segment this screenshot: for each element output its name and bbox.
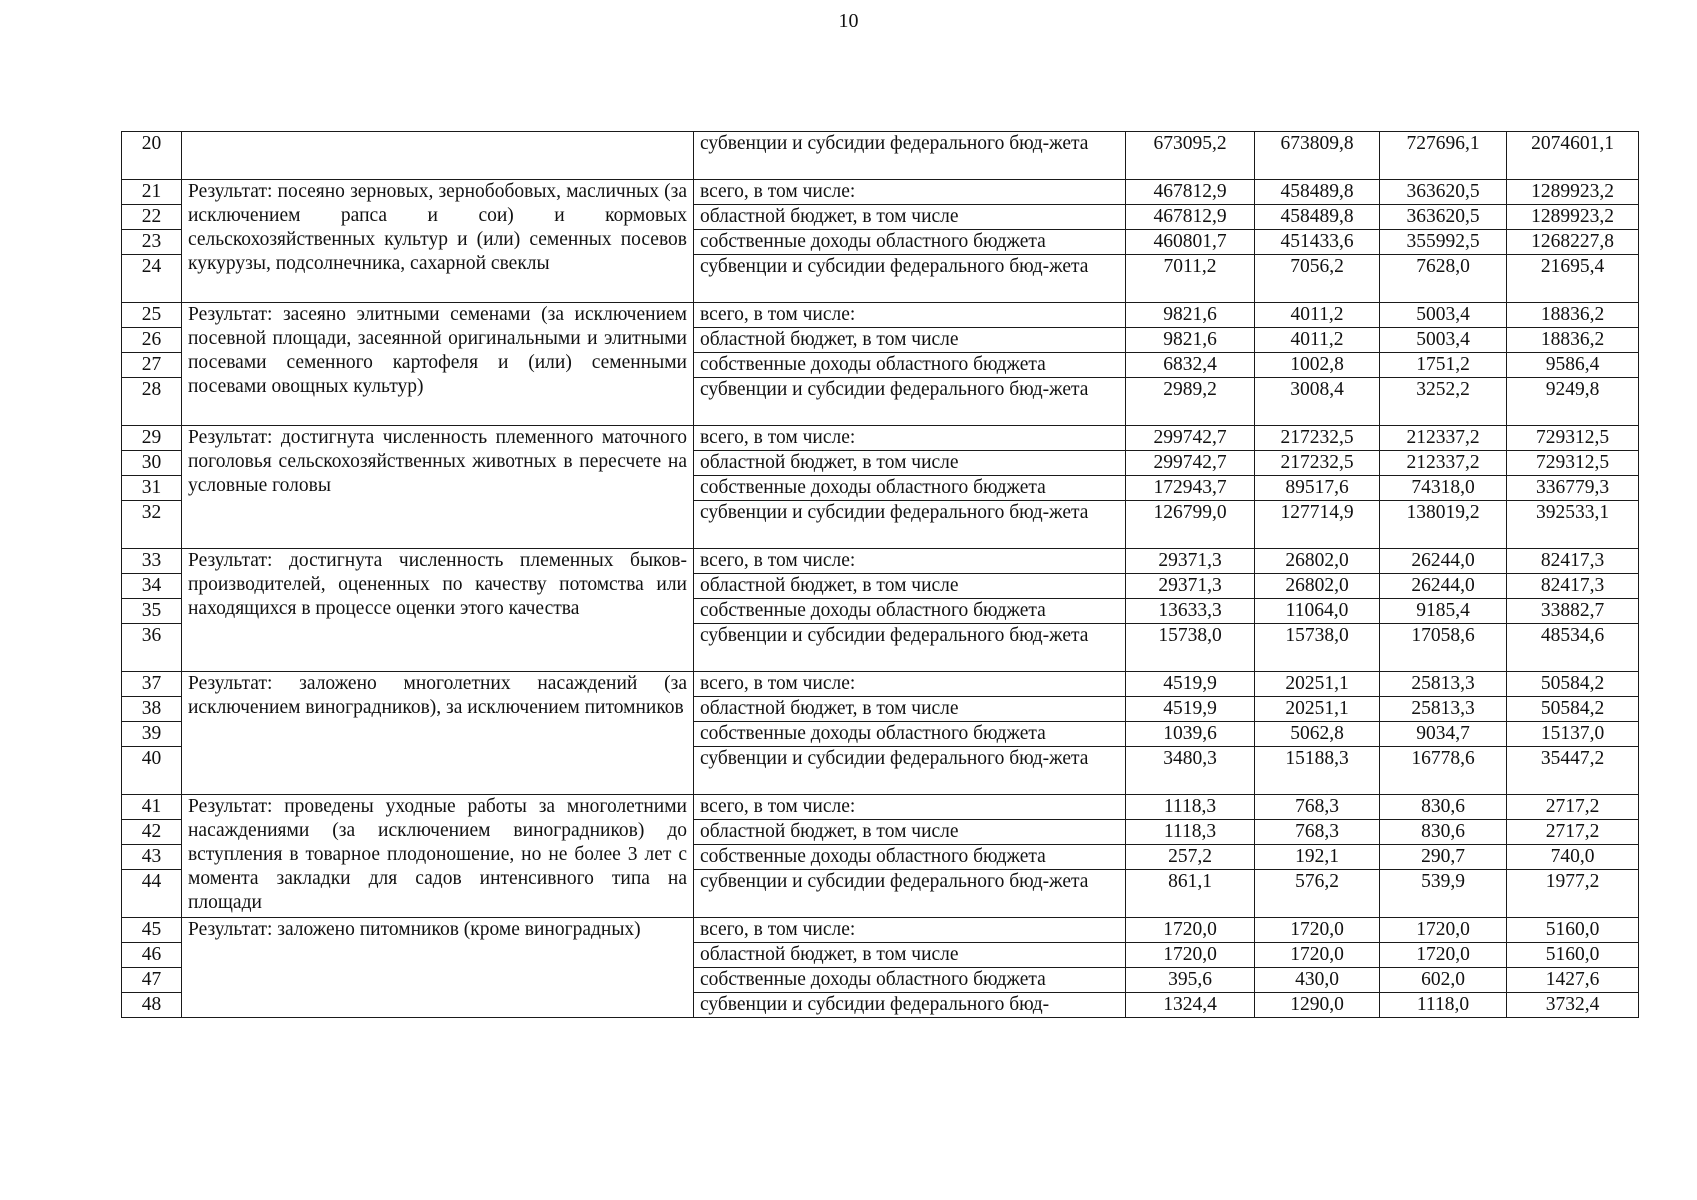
amount-cell: 430,0: [1255, 968, 1380, 993]
result-description: Результат: заложено питомников (кроме виноградных): [182, 918, 694, 1018]
amount-cell: 539,9: [1380, 870, 1507, 918]
row-number: 41: [122, 795, 182, 820]
row-number: 38: [122, 697, 182, 722]
amount-cell: 392533,1: [1507, 501, 1639, 549]
amount-cell: 9586,4: [1507, 353, 1639, 378]
amount-cell: 1427,6: [1507, 968, 1639, 993]
amount-cell: 127714,9: [1255, 501, 1380, 549]
amount-cell: 2717,2: [1507, 795, 1639, 820]
amount-cell: 1002,8: [1255, 353, 1380, 378]
amount-cell: 26802,0: [1255, 574, 1380, 599]
amount-cell: 192,1: [1255, 845, 1380, 870]
funding-source: субвенции и субсидии федерального бюд-жета: [694, 378, 1126, 426]
amount-cell: 257,2: [1126, 845, 1255, 870]
row-number: 40: [122, 747, 182, 795]
row-number: 27: [122, 353, 182, 378]
row-number: 30: [122, 451, 182, 476]
row-number: 22: [122, 205, 182, 230]
amount-cell: 172943,7: [1126, 476, 1255, 501]
amount-cell: 138019,2: [1380, 501, 1507, 549]
amount-cell: 20251,1: [1255, 672, 1380, 697]
funding-source: областной бюджет, в том числе: [694, 943, 1126, 968]
amount-cell: 1977,2: [1507, 870, 1639, 918]
amount-cell: 3732,4: [1507, 993, 1639, 1018]
amount-cell: 4011,2: [1255, 328, 1380, 353]
table-row: [122, 132, 1639, 180]
row-number: 26: [122, 328, 182, 353]
table-row: [122, 549, 1639, 574]
table-row: [122, 795, 1639, 820]
amount-cell: 5062,8: [1255, 722, 1380, 747]
amount-cell: 25813,3: [1380, 672, 1507, 697]
amount-cell: 3480,3: [1126, 747, 1255, 795]
funding-source: субвенции и субсидии федерального бюд-жета: [694, 624, 1126, 672]
amount-cell: 2717,2: [1507, 820, 1639, 845]
amount-cell: 1751,2: [1380, 353, 1507, 378]
amount-cell: 5003,4: [1380, 303, 1507, 328]
amount-cell: 217232,5: [1255, 451, 1380, 476]
amount-cell: 15188,3: [1255, 747, 1380, 795]
funding-source: областной бюджет, в том числе: [694, 697, 1126, 722]
amount-cell: 602,0: [1380, 968, 1507, 993]
amount-cell: 768,3: [1255, 820, 1380, 845]
funding-source: всего, в том числе:: [694, 549, 1126, 574]
table-row: [122, 426, 1639, 451]
table-row: [122, 918, 1639, 943]
amount-cell: 729312,5: [1507, 426, 1639, 451]
amount-cell: 830,6: [1380, 795, 1507, 820]
amount-cell: 25813,3: [1380, 697, 1507, 722]
row-number: 44: [122, 870, 182, 918]
amount-cell: 89517,6: [1255, 476, 1380, 501]
amount-cell: 4519,9: [1126, 672, 1255, 697]
amount-cell: 18836,2: [1507, 328, 1639, 353]
amount-cell: 126799,0: [1126, 501, 1255, 549]
amount-cell: 18836,2: [1507, 303, 1639, 328]
row-number: 47: [122, 968, 182, 993]
amount-cell: 1720,0: [1126, 918, 1255, 943]
funding-source: собственные доходы областного бюджета: [694, 353, 1126, 378]
result-description: Результат: заложено многолетних насаждений (за исключением виноградников), за исключением питомников: [182, 672, 694, 795]
funding-source: субвенции и субсидии федерального бюд-жета: [694, 747, 1126, 795]
amount-cell: 11064,0: [1255, 599, 1380, 624]
row-number: 35: [122, 599, 182, 624]
funding-source: собственные доходы областного бюджета: [694, 722, 1126, 747]
funding-source: областной бюджет, в том числе: [694, 451, 1126, 476]
funding-source: собственные доходы областного бюджета: [694, 599, 1126, 624]
amount-cell: 576,2: [1255, 870, 1380, 918]
amount-cell: 768,3: [1255, 795, 1380, 820]
amount-cell: 1720,0: [1380, 918, 1507, 943]
funding-source: областной бюджет, в том числе: [694, 328, 1126, 353]
row-number: 34: [122, 574, 182, 599]
funding-source: субвенции и субсидии федерального бюд-жета: [694, 132, 1126, 180]
amount-cell: 1720,0: [1126, 943, 1255, 968]
amount-cell: 7628,0: [1380, 255, 1507, 303]
amount-cell: 82417,3: [1507, 574, 1639, 599]
amount-cell: 35447,2: [1507, 747, 1639, 795]
amount-cell: 4011,2: [1255, 303, 1380, 328]
amount-cell: 4519,9: [1126, 697, 1255, 722]
amount-cell: 7056,2: [1255, 255, 1380, 303]
amount-cell: 9821,6: [1126, 328, 1255, 353]
amount-cell: 395,6: [1126, 968, 1255, 993]
amount-cell: 1118,3: [1126, 820, 1255, 845]
funding-source: субвенции и субсидии федерального бюд-жета: [694, 501, 1126, 549]
amount-cell: 1118,3: [1126, 795, 1255, 820]
funding-source: собственные доходы областного бюджета: [694, 845, 1126, 870]
amount-cell: 1720,0: [1255, 918, 1380, 943]
amount-cell: 3252,2: [1380, 378, 1507, 426]
row-number: 33: [122, 549, 182, 574]
amount-cell: 467812,9: [1126, 180, 1255, 205]
amount-cell: 2074601,1: [1507, 132, 1639, 180]
funding-source: всего, в том числе:: [694, 918, 1126, 943]
amount-cell: 458489,8: [1255, 205, 1380, 230]
amount-cell: 299742,7: [1126, 451, 1255, 476]
amount-cell: 673809,8: [1255, 132, 1380, 180]
amount-cell: 21695,4: [1507, 255, 1639, 303]
amount-cell: 212337,2: [1380, 451, 1507, 476]
funding-source: областной бюджет, в том числе: [694, 205, 1126, 230]
amount-cell: 33882,7: [1507, 599, 1639, 624]
amount-cell: 5160,0: [1507, 918, 1639, 943]
row-number: 43: [122, 845, 182, 870]
amount-cell: 5160,0: [1507, 943, 1639, 968]
amount-cell: 299742,7: [1126, 426, 1255, 451]
result-cell-empty: [182, 132, 694, 180]
amount-cell: 1118,0: [1380, 993, 1507, 1018]
funding-source: областной бюджет, в том числе: [694, 574, 1126, 599]
amount-cell: 861,1: [1126, 870, 1255, 918]
amount-cell: 363620,5: [1380, 205, 1507, 230]
funding-source: субвенции и субсидии федерального бюд-жета: [694, 870, 1126, 918]
funding-source: всего, в том числе:: [694, 180, 1126, 205]
amount-cell: 74318,0: [1380, 476, 1507, 501]
funding-source: субвенции и субсидии федерального бюд-: [694, 993, 1126, 1018]
amount-cell: 1324,4: [1126, 993, 1255, 1018]
result-description: Результат: засеяно элитными семенами (за исключением посевной площади, засеянной оригинальными и элитными посевами семенного картофеля и (или) семенными посевами овощных культур): [182, 303, 694, 426]
funding-source: собственные доходы областного бюджета: [694, 968, 1126, 993]
row-number: 37: [122, 672, 182, 697]
amount-cell: 2989,2: [1126, 378, 1255, 426]
amount-cell: 50584,2: [1507, 672, 1639, 697]
amount-cell: 20251,1: [1255, 697, 1380, 722]
row-number: 23: [122, 230, 182, 255]
amount-cell: 50584,2: [1507, 697, 1639, 722]
result-description: Результат: проведены уходные работы за многолетними насаждениями (за исключением виноградников) до вступления в товарное плодоношение, но не более 3 лет с момента закладки для садов интенсивного типа на площади: [182, 795, 694, 918]
amount-cell: 729312,5: [1507, 451, 1639, 476]
row-number: 36: [122, 624, 182, 672]
amount-cell: 9185,4: [1380, 599, 1507, 624]
amount-cell: 82417,3: [1507, 549, 1639, 574]
result-description: Результат: посеяно зерновых, зернобобовых, масличных (за исключением рапса и сои) и кормовых сельскохозяйственных культур и (или) семенных посевов кукурузы, подсолнечника, сахарной свеклы: [182, 180, 694, 303]
amount-cell: 5003,4: [1380, 328, 1507, 353]
page-number: 10: [838, 10, 859, 32]
amount-cell: 336779,3: [1507, 476, 1639, 501]
amount-cell: 740,0: [1507, 845, 1639, 870]
funding-source: всего, в том числе:: [694, 795, 1126, 820]
amount-cell: 1289923,2: [1507, 205, 1639, 230]
row-number: 20: [122, 132, 182, 180]
amount-cell: 15738,0: [1126, 624, 1255, 672]
amount-cell: 467812,9: [1126, 205, 1255, 230]
result-description: Результат: достигнута численность племенного маточного поголовья сельскохозяйственных животных в пересчете на условные головы: [182, 426, 694, 549]
amount-cell: 9821,6: [1126, 303, 1255, 328]
amount-cell: 26802,0: [1255, 549, 1380, 574]
amount-cell: 290,7: [1380, 845, 1507, 870]
amount-cell: 26244,0: [1380, 574, 1507, 599]
amount-cell: 727696,1: [1380, 132, 1507, 180]
amount-cell: 17058,6: [1380, 624, 1507, 672]
funding-source: собственные доходы областного бюджета: [694, 476, 1126, 501]
row-number: 46: [122, 943, 182, 968]
row-number: 24: [122, 255, 182, 303]
row-number: 48: [122, 993, 182, 1018]
row-number: 31: [122, 476, 182, 501]
row-number: 42: [122, 820, 182, 845]
amount-cell: 29371,3: [1126, 549, 1255, 574]
amount-cell: 6832,4: [1126, 353, 1255, 378]
table-row: [122, 672, 1639, 697]
amount-cell: 217232,5: [1255, 426, 1380, 451]
amount-cell: 48534,6: [1507, 624, 1639, 672]
funding-source: всего, в том числе:: [694, 426, 1126, 451]
amount-cell: 460801,7: [1126, 230, 1255, 255]
amount-cell: 13633,3: [1126, 599, 1255, 624]
row-number: 25: [122, 303, 182, 328]
row-number: 45: [122, 918, 182, 943]
amount-cell: 1720,0: [1255, 943, 1380, 968]
funding-source: всего, в том числе:: [694, 672, 1126, 697]
amount-cell: 9249,8: [1507, 378, 1639, 426]
funding-source: собственные доходы областного бюджета: [694, 230, 1126, 255]
row-number: 39: [122, 722, 182, 747]
amount-cell: 355992,5: [1380, 230, 1507, 255]
table-row: [122, 180, 1639, 205]
amount-cell: 830,6: [1380, 820, 1507, 845]
amount-cell: 3008,4: [1255, 378, 1380, 426]
amount-cell: 1290,0: [1255, 993, 1380, 1018]
funding-source: всего, в том числе:: [694, 303, 1126, 328]
funding-source: субвенции и субсидии федерального бюд-жета: [694, 255, 1126, 303]
amount-cell: 15738,0: [1255, 624, 1380, 672]
row-number: 21: [122, 180, 182, 205]
amount-cell: 29371,3: [1126, 574, 1255, 599]
amount-cell: 1289923,2: [1507, 180, 1639, 205]
amount-cell: 15137,0: [1507, 722, 1639, 747]
amount-cell: 1720,0: [1380, 943, 1507, 968]
amount-cell: 451433,6: [1255, 230, 1380, 255]
row-number: 29: [122, 426, 182, 451]
amount-cell: 363620,5: [1380, 180, 1507, 205]
amount-cell: 1268227,8: [1507, 230, 1639, 255]
amount-cell: 673095,2: [1126, 132, 1255, 180]
amount-cell: 9034,7: [1380, 722, 1507, 747]
table-row: [122, 303, 1639, 328]
amount-cell: 26244,0: [1380, 549, 1507, 574]
amount-cell: 7011,2: [1126, 255, 1255, 303]
amount-cell: 458489,8: [1255, 180, 1380, 205]
row-number: 32: [122, 501, 182, 549]
result-description: Результат: достигнута численность племенных быков-производителей, оцененных по качеству потомства или находящихся в процессе оценки этого качества: [182, 549, 694, 672]
amount-cell: 212337,2: [1380, 426, 1507, 451]
budget-table: [121, 131, 1639, 1018]
row-number: 28: [122, 378, 182, 426]
funding-source: областной бюджет, в том числе: [694, 820, 1126, 845]
amount-cell: 1039,6: [1126, 722, 1255, 747]
amount-cell: 16778,6: [1380, 747, 1507, 795]
